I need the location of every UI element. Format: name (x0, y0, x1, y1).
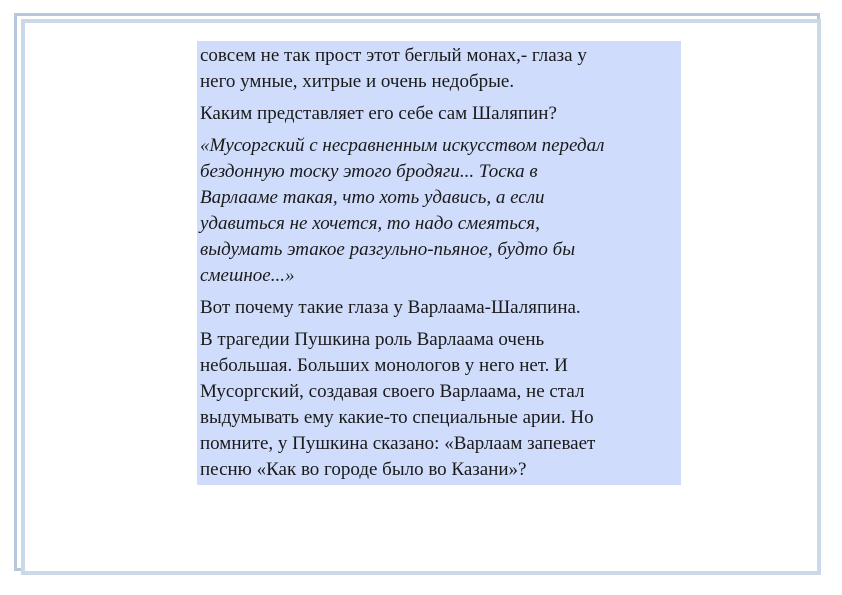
paragraph-monk-eyes: совсем не так прост этот беглый монах,- глаза у него умные, хитрые и очень недобрые. (200, 45, 587, 92)
text-block (197, 41, 681, 485)
paragraph-pushkin-role: В трагедии Пушкина роль Варлаама очень небольшая. Больших монологов у него нет. И Мусоргский, создавая своего Варлаама, не стал выдумывать ему какие-то специальные арии. Но помните, у Пушкина сказано: «Варлаам запевает песню «Как во городе было во Казани»? (200, 329, 596, 480)
paragraph-conclusion: Вот почему такие глаза у Варлаама-Шаляпина. (200, 297, 581, 318)
paragraph-question: Каким представляет его себе сам Шаляпин? (200, 103, 557, 124)
paragraph-chaliapin-quote: «Мусоргский с несравненным искусством передал бездонную тоску этого бродяги... Тоска в Варлааме такая, что хоть удавись, а если удавиться не хочется, то надо смеяться, выдумать этакое разгульно-пьяное, будто бы смешное...» (200, 135, 605, 286)
